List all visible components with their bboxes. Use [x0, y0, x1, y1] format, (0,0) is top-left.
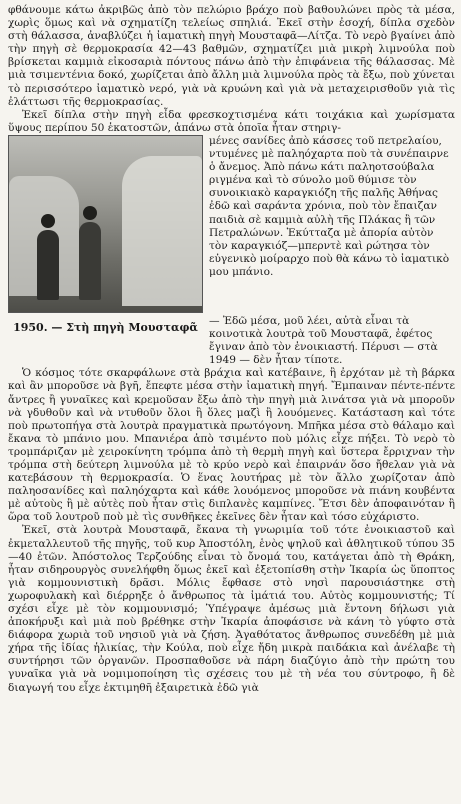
- paragraph-walls: Ἐκεῖ δίπλα στὴν πηγὴ εἶδα φρεσκοχτισμένα κάτι τοιχάκια καὶ χωρίσματα ὕψους περίπου 50 ἑκατοστῶν, ἀπάνω στὰ ὁποῖα ἦταν στηριγ-: [8, 108, 455, 134]
- caption-side-text: [209, 315, 455, 367]
- figure-row: [8, 135, 455, 313]
- paragraph-intro: φθάνουμε κάτω ἀκριβῶς ἀπὸ τὸν πελώριο βράχο ποὺ βαθουλώνει πρὸς τὰ μέσα, χωρὶς ὅμως καὶ νὰ σχηματίζη τελείως σπηλιά. Ἐκεῖ στὴν ἐσοχή, δίπλα σχεδὸν στὴ θάλασσα, ἀναβλύζει ἡ ἰαματικὴ πηγὴ Μουσταφᾶ—Λίτζα. Τὸ νερὸ βγαίνει ἀπὸ τὴν πηγὴ σὲ θερμοκρασία 42—43 βαθμῶν, σχηματίζει μιὰ μικρὴ λιμνούλα ποὺ βρίσκεται καμμιὰ εἰκοσαριὰ πόντους πάνω ἀπὸ τὴν ἐπιφάνεια τῆς θάλασσας. Μὲ μιὰ τσιμεντένια δοκό, χωρίζεται ἀπὸ ἄλλη μιὰ λιμνούλα πρὸς τὰ ἔξω, ποὺ χύνεται τὸ περισσότερο ἰαματικὸ νερό, γιὰ νὰ κρυώνη καὶ γιὰ νὰ μεταχειρισθοῦν γιὰ τὶς ἐλάττωσι τῆς θερμοκρασίας.: [8, 4, 455, 108]
- paragraph-side: μένες σανίδες ἀπὸ κάσσες τοῦ πετρελαίου, ντυμένες μὲ παληόχαρτα ποὺ τὰ συνέπαιρνε ὁ ἄνεμος. Ἀπὸ πάνω κάτι παληοτσούβαλα ριγμένα καὶ τὸ σύνολο μοῦ θύμισε τὸν συνοικιακὸ καραγκιόζη τῆς παλῆς Ἀθήνας ἐδῶ καὶ σαράντα χρόνια, ποὺ τὸν ἔπαιζαν παιδιὰ σὲ καμμιὰ αὐλὴ τῆς Πλάκας ἢ τῶν Πετραλώνων. Ἐκύτταζα μὲ ἀπορία αὐτὸν τὸν καραγκιόζ—μπερντὲ καὶ ρώτησα τὸν εὐγενικὸ μοίραρχο ποὺ θὰ κάνω τὸ ἰαματικὸ μου μπάνιο.: [209, 134, 450, 278]
- side-text-column: [209, 135, 455, 313]
- photo-caption: 1950. — Στὴ πηγὴ Μουσταφᾶ: [13, 320, 198, 334]
- paragraph-apostolis: Ἐκεῖ, στὰ λουτρὰ Μουσταφᾶ, ἔκανα τὴ γνωριμία τοῦ τότε ἐνοικιαστοῦ καὶ ἐκμεταλλευτοῦ τῆς πηγῆς, τοῦ κυρ Ἀποστόλη, ἑνὸς ψηλοῦ καὶ ἀθλητικοῦ τύπου 35—40 ἐτῶν. Ἀπόστολος Τερζούδης εἶναι τὸ ὄνομά του, κατάγεται ἀπὸ τὴ Θράκη, ἦταν σιδηρουργὸς συνελήφθη ὅμως ἐκεῖ καὶ ἐξετοπίσθη στὴν Ἰκαρία ὡς ὕποπτος γιὰ κομμουνιστικὴ δρᾶσι. Μόλις ἔφθασε στὸ νησὶ παρουσιάστηκε στὴ χωροφυλακὴ καὶ διέρρηξε ὁ ἄνθρωπος τὰ ἱμάτιά του. Αὐτὸς κομμουνιστής; Τί σχέσι εἶχε μὲ τὸν κομμουνισμό; Ὑπέγραψε ἀμέσως μιὰ ἔντονη δήλωσι γιὰ ἀποκήρυξι καὶ μιὰ ποὺ βρέθηκε στὴν Ἰκαρία ἀποφάσισε νὰ κάνη τὸ γύφτο στὰ διάφορα χωριὰ τοῦ νησιοῦ γιὰ νὰ ζήση. Ἀγαθότατος ἄνθρωπος συνεδέθη μὲ μιὰ χήρα τῆς ἰδίας ἡλικίας, τὴν Κούλα, ποὺ εἶχε ἤδη μικρὰ παιδάκια καὶ ἀνέλαβε τὴ συντήρησι τῶν ὀργανῶν. Προσπαθοῦσε νὰ πάρη διαζύγιο ἀπὸ τὴν πρώτη του γυναῖκα γιὰ νὰ νομιμοποίηση τὶς σχέσεις του μὲ τὴ νέα του σύντροφο, ἢ δὲ διαγωγή του εἶχε ἐκτιμηθῆ ἐξαιρετικὰ ἐδῶ γιὰ: [8, 524, 455, 694]
- caption-row: [8, 315, 455, 367]
- spring-photo: [8, 135, 203, 313]
- paragraph-dialogue: — Ἐδῶ μέσα, μοῦ λέει, αὐτὰ εἶναι τὰ κοινοτικὰ λουτρὰ τοῦ Μουσταφᾶ, ἐφέτος ἔγιναν ἀπὸ τὸν ἐνοικιαστή. Πέρυσι — στὰ 1949 — δὲν ἦταν τίποτε.: [209, 314, 438, 367]
- paragraph-history: Ὁ κόσμος τότε σκαρφάλωνε στὰ βράχια καὶ κατέβαινε, ἢ ἐρχόταν μὲ τὴ βάρκα καὶ ἂν μποροῦσε νὰ βγῆ, ἔπεφτε μέσα στὴν ἰαματικὴ πηγή. Ἔμπαιναν πέντε-πέντε ἄντρες ἢ γυναῖκες καὶ κρεμοῦσαν ἔξω ἀπὸ τὴν πηγὴ μιὰ λινάτσα γιὰ νὰ μποροῦν νὰ γδυθοῦν καὶ νὰ ντυθοῦν ὅλοι ἢ ὅλες μαζὶ ἢ λουόμενες. Κατάσταση καὶ τότε ποὺ πρωτοπήγα στὰ λουτρὰ πραγματικὰ πρωτόγονη. Μπῆκα μέσα στὸ θάλαμο καὶ ἔκανα τὸ μπάνιο μου. Μπανιέρα ἀπὸ τσιμέντο ποὺ μόλις εἶχε πήξει. Τὸ νερὸ τὸ τρομπάριζαν μὲ χειροκίνητη τρόμπα ἀπὸ τὴ θερμὴ πηγὴ καὶ ὕστερα ἔρριχναν τὴν τρόμπα στὴ δεύτερη λιμνούλα μὲ τὸ κρύο νερὸ καὶ ἐπαιρνάν ὅσο ἤθελαν γιὰ νὰ κατεβάσουν τὴ θερμοκρασία. Ὁ ἕνας λουτήρας μὲ τὸν ἄλλο χωρίζοταν ἀπὸ παληοσανίδες καὶ παληόχαρτα καὶ κάθε λουόμενος μποροῦσε νὰ πιάνη κουβέντα μὲ αὐτοὺς ἢ μὲ αὐτὲς ποὺ ἦταν στὶς διπλανὲς καμπίνες. Ἔτσι δὲν ἀποφαινόταν ἢ ὥρα τοῦ λουτροῦ ποὺ μὲ τὶς συνθῆκες ἐκεῖνες δὲν ἦταν καὶ τόσο εὐχάριστο.: [8, 367, 455, 524]
